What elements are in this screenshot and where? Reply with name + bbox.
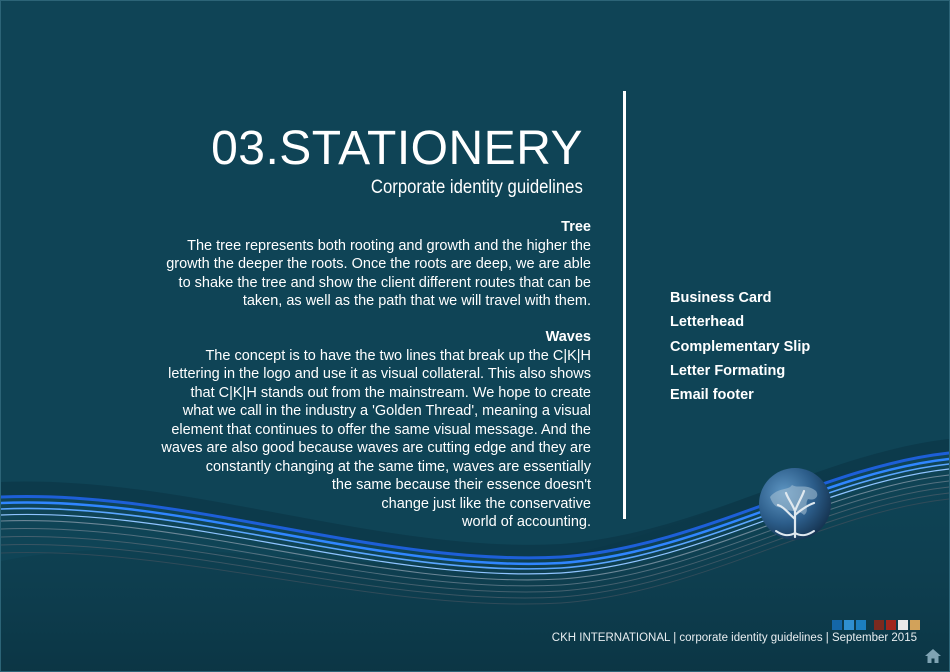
stationery-nav xyxy=(670,286,810,407)
nav-item-email-footer[interactable]: Email footer xyxy=(670,387,754,404)
waves-line: waves are also good because waves are cutting edge and they are xyxy=(161,440,591,456)
nav-item-complementary-slip[interactable]: Complementary Slip xyxy=(670,338,811,355)
tree-section xyxy=(91,218,591,311)
swatch xyxy=(898,620,908,630)
tree-line: The tree represents both rooting and growth and the higher the xyxy=(187,237,591,254)
tree-line: to shake the tree and show the client different routes that can be xyxy=(178,274,591,291)
waves-line: world of accounting. xyxy=(462,514,591,530)
swatch xyxy=(886,620,896,630)
waves-line: change just like the conservative xyxy=(381,495,591,512)
footer-text: CKH INTERNATIONAL | corporate identity guidelines | September 2015 xyxy=(551,632,917,644)
waves-line: lettering in the logo and use it as visual collateral. This also shows xyxy=(168,366,591,382)
waves-line: the same because their essence doesn't xyxy=(331,477,591,493)
nav-item-letter-formating[interactable]: Letter Formating xyxy=(670,362,786,379)
swatch xyxy=(910,620,920,630)
nav-item-letterhead[interactable]: Letterhead xyxy=(670,314,745,331)
tree-line: growth the deeper the roots. Once the roots are deep, we are able xyxy=(166,256,591,272)
page-title: 03.STATIONERY xyxy=(211,122,583,175)
swatch xyxy=(844,620,854,630)
waves-line: constantly changing at the same time, waves are essentially xyxy=(205,458,591,475)
waves-section xyxy=(91,328,591,532)
waves-line: what we call in the industry a 'Golden Thread', meaning a visual xyxy=(182,403,591,419)
tree-line: taken, as well as the path that we will travel with them. xyxy=(242,293,591,309)
color-swatches xyxy=(832,620,920,630)
page-subtitle: Corporate identity guidelines xyxy=(371,177,583,198)
waves-line: The concept is to have the two lines that break up the C|K|H xyxy=(205,347,591,364)
tree-heading: Tree xyxy=(561,219,591,235)
swatch xyxy=(832,620,842,630)
swatch xyxy=(874,620,884,630)
vertical-divider xyxy=(623,91,626,519)
tree-globe-icon xyxy=(758,467,832,541)
waves-heading: Waves xyxy=(545,329,591,345)
waves-line: that C|K|H stands out from the mainstream. We hope to create xyxy=(190,384,591,401)
nav-item-business-card[interactable]: Business Card xyxy=(670,290,772,306)
waves-line: element that continues to offer the same visual message. And the xyxy=(171,421,591,438)
home-icon[interactable] xyxy=(924,648,942,664)
swatch xyxy=(856,620,866,630)
